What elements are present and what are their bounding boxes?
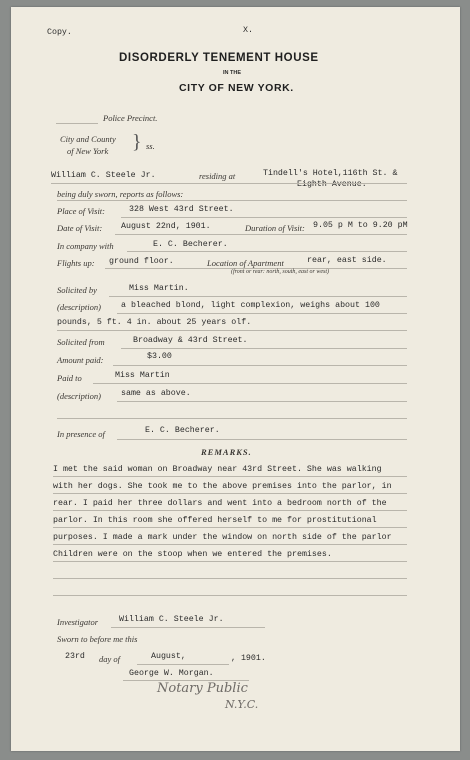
remarks-line: rear. I paid her three dollars and went into a bedroom north of the: [53, 499, 387, 508]
ss-label: ss.: [146, 141, 155, 151]
city-county-label: City and County: [60, 134, 116, 144]
location-value: rear, east side.: [307, 256, 387, 265]
residence-line-1: Tindell's Hotel,116th St. &: [263, 169, 398, 178]
amount-value: $3.00: [147, 352, 172, 361]
document-page: Copy. X. DISORDERLY TENEMENT HOUSE IN THE CITY OF NEW YORK. Police Precinct. City and County of New York } ss. William C. Steele Jr. residing at Tindell's Hotel,116th St. & Eighth Avenue. being duly sworn, reports as follows: Place of Visit: 328 West 43rd Street. Date of Visit: August 22nd, 1901. Duration of Visit: 9.05 p M to 9.20 pM In company with E. C. Becherer. Flights up: ground floor. Location of Apartment rear, east side. (front or rear: north, south, east or west) Solicited by Miss Martin. (description) a bleached blond, light complexion, weighs about 100 pounds, 5 ft. 4 in. about 25 years olf. Solicited from Broadway & 43rd Street. Amount paid: $3.00 Paid to Miss Martin (description) same as above. In presence of E. C. Becherer. REMARKS. I met the said woman on Broadway near 43rd Street. She was walking with her dogs. She took me to the above premises into the parlor, in rear. I paid her three dollars and went into a bedroom north of the parlor. In this room she offered herself to me for prostitutional purposes. I made a mark under the window on north side of the parlor Children were on the stoop when we entered the premises. Investigator William C. Steele Jr. Sworn to before me this 23rd day of August, , 1901. George W. Morgan. Notary Public N.Y.C.: [11, 7, 460, 751]
police-precinct-label: Police Precinct.: [103, 113, 158, 123]
year-value: , 1901.: [231, 654, 266, 663]
duration-label: Duration of Visit:: [245, 223, 305, 233]
paid-to-label: Paid to: [57, 373, 82, 383]
sworn-before-label: Sworn to before me this: [57, 634, 138, 644]
flights-label: Flights up:: [57, 258, 95, 268]
precinct-line: [56, 123, 98, 124]
flights-value: ground floor.: [109, 257, 174, 266]
place-label: Place of Visit:: [57, 206, 105, 216]
remarks-line: I met the said woman on Broadway near 43rd Street. She was walking: [53, 465, 382, 474]
location-hint: (front or rear: north, south, east or west): [231, 269, 330, 275]
description-line-1: a bleached blond, light complexion, weighs about 100: [121, 301, 380, 310]
remarks-line: purposes. I made a mark under the window on north side of the parlor: [53, 533, 392, 542]
location-label: Location of Apartment: [207, 258, 284, 268]
solicited-from-label: Solicited from: [57, 337, 105, 347]
date-value: August 22nd, 1901.: [121, 222, 211, 231]
residence-line-2: Eighth Avenue.: [297, 180, 367, 189]
date-label: Date of Visit:: [57, 223, 103, 233]
description-line-2: pounds, 5 ft. 4 in. about 25 years olf.: [57, 318, 252, 327]
residing-at-label: residing at: [199, 171, 236, 181]
notary-signature: Notary Public: [157, 681, 248, 696]
mark-x: X.: [243, 26, 253, 35]
nyc-signature: N.Y.C.: [225, 698, 259, 711]
of-new-york-label: of New York: [67, 146, 109, 156]
notary-name: George W. Morgan.: [129, 669, 214, 678]
description2-label: (description): [57, 391, 101, 401]
amount-label: Amount paid:: [57, 355, 104, 365]
investigator-label: Investigator: [57, 617, 99, 627]
duration-value: 9.05 p M to 9.20 pM: [313, 221, 408, 230]
copy-label: Copy.: [47, 28, 72, 37]
investigator-name: William C. Steele Jr.: [51, 171, 156, 180]
day-of-label: day of: [99, 654, 121, 664]
remarks-line: parlor. In this room she offered herself to me for prostitutional: [53, 516, 377, 525]
in-the-label: IN THE: [223, 70, 242, 76]
presence-label: In presence of: [57, 429, 105, 439]
company-label: In company with: [57, 241, 114, 251]
city-title: CITY OF NEW YORK.: [179, 82, 294, 94]
solicited-by-label: Solicited by: [57, 285, 97, 295]
remarks-label: REMARKS.: [201, 447, 252, 457]
description-label: (description): [57, 302, 101, 312]
description2-value: same as above.: [121, 389, 191, 398]
day-value: 23rd: [65, 652, 85, 661]
document-title: DISORDERLY TENEMENT HOUSE: [119, 52, 319, 64]
presence-value: E. C. Becherer.: [145, 426, 220, 435]
place-value: 328 West 43rd Street.: [129, 205, 234, 214]
company-value: E. C. Becherer.: [153, 240, 228, 249]
remarks-line: with her dogs. She took me to the above premises into the parlor, in: [53, 482, 392, 491]
solicited-from-value: Broadway & 43rd Street.: [133, 336, 248, 345]
investigator-value: William C. Steele Jr.: [119, 615, 224, 624]
paid-to-value: Miss Martin: [115, 371, 170, 380]
month-value: August,: [151, 652, 186, 661]
sworn-label: being duly sworn, reports as follows:: [57, 189, 184, 199]
solicited-by-value: Miss Martin.: [129, 284, 189, 293]
remarks-line: Children were on the stoop when we entered the premises.: [53, 550, 332, 559]
